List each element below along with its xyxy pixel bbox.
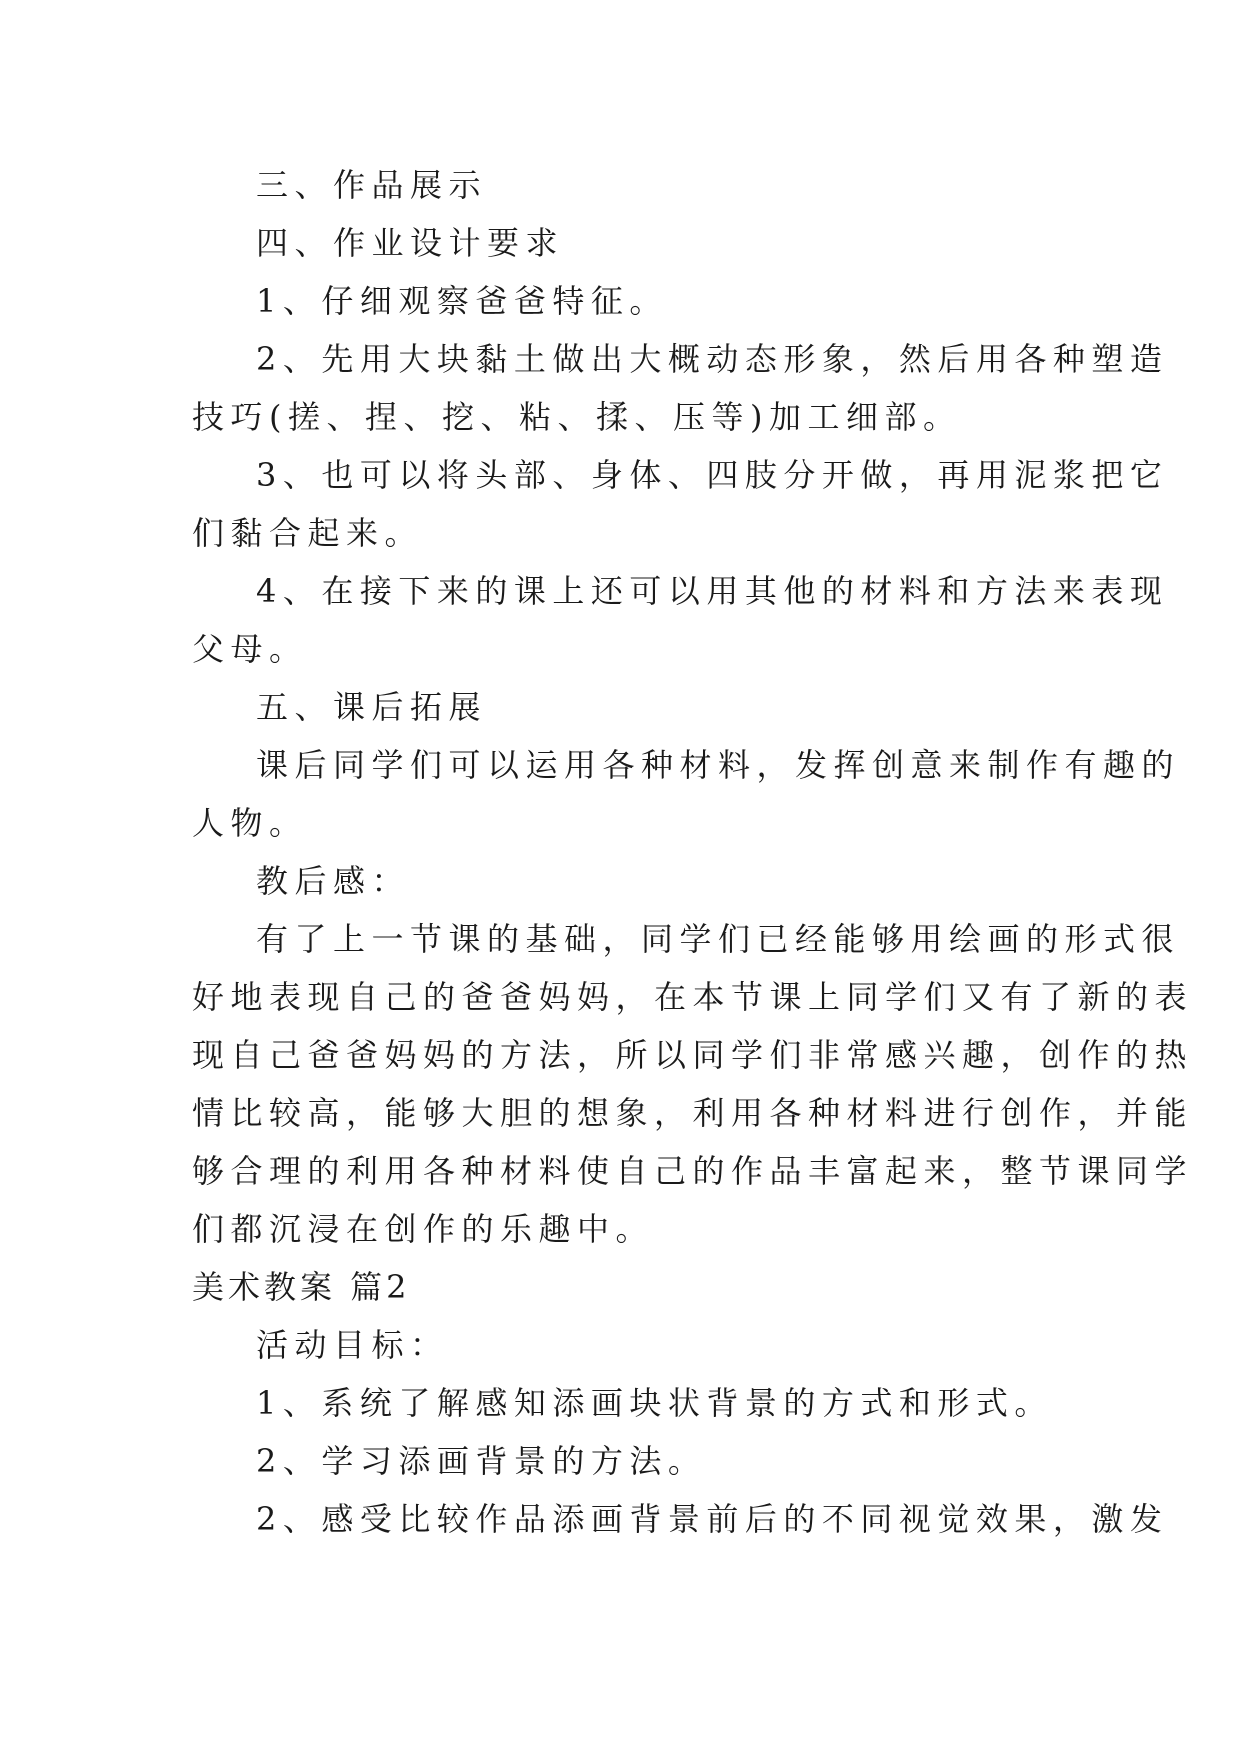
paragraph-line: 人物。 [192,804,308,842]
section-heading-activity-goals: 活动目标： [256,1326,449,1364]
section-heading-reflection: 教后感： [256,862,411,900]
paragraph-line: 2、感受比较作品添画背景前后的不同视觉效果，激发 [256,1500,1169,1538]
paragraph-line: 好地表现自己的爸爸妈妈，在本节课上同学们又有了新的表 [192,978,1194,1016]
paragraph-line: 2、学习添画背景的方法。 [256,1442,707,1480]
document-section-title: 美术教案 篇2 [192,1268,411,1306]
paragraph-line: 1、仔细观察爸爸特征。 [256,282,668,320]
paragraph-line: 2、先用大块黏土做出大概动态形象，然后用各种塑造 [256,340,1169,378]
paragraph-line: 父母。 [192,630,308,668]
paragraph-line: 3、也可以将头部、身体、四肢分开做，再用泥浆把它 [256,456,1169,494]
section-heading-homework-requirements: 四、作业设计要求 [256,224,565,262]
paragraph-line: 现自己爸爸妈妈的方法，所以同学们非常感兴趣，创作的热 [192,1036,1194,1074]
paragraph-line: 情比较高，能够大胆的想象，利用各种材料进行创作，并能 [192,1094,1194,1132]
section-heading-extension: 五、课后拓展 [256,688,488,726]
paragraph-line: 1、系统了解感知添画块状背景的方式和形式。 [256,1384,1053,1422]
paragraph-line: 技巧(搓、捏、挖、粘、揉、压等)加工细部。 [192,398,962,436]
section-heading-works-display: 三、作品展示 [256,166,488,204]
paragraph-line: 有了上一节课的基础，同学们已经能够用绘画的形式很 [256,920,1181,958]
paragraph-line: 课后同学们可以运用各种材料，发挥创意来制作有趣的 [256,746,1181,784]
paragraph-line: 够合理的利用各种材料使自己的作品丰富起来，整节课同学 [192,1152,1194,1190]
paragraph-line: 们黏合起来。 [192,514,424,552]
paragraph-line: 4、在接下来的课上还可以用其他的材料和方法来表现 [256,572,1169,610]
paragraph-line: 们都沉浸在创作的乐趣中。 [192,1210,655,1248]
